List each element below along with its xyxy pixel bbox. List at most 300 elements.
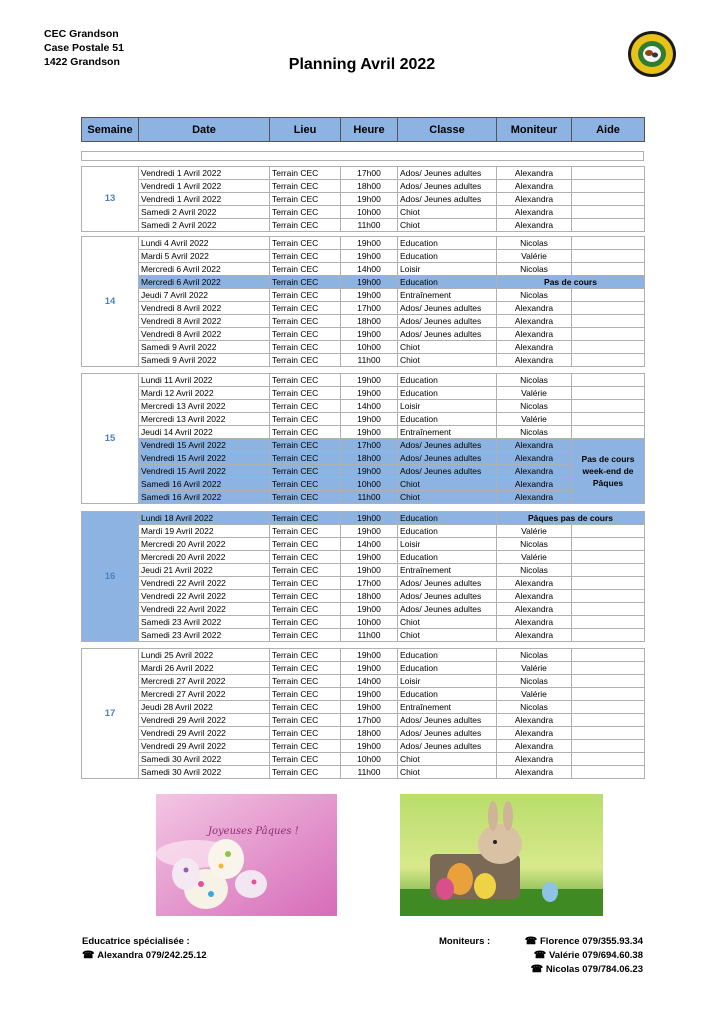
cell-date: Samedi 16 Avril 2022: [139, 478, 270, 491]
cell-classe: Loisir: [398, 538, 497, 551]
cell-lieu: Terrain CEC: [270, 193, 341, 206]
cell-lieu: Terrain CEC: [270, 400, 341, 413]
table-row: [82, 219, 645, 232]
cell-date: Vendredi 15 Avril 2022: [139, 439, 270, 452]
cell-date: Lundi 11 Avril 2022: [139, 374, 270, 387]
cell-aide: [572, 219, 645, 232]
cell-aide: [572, 341, 645, 354]
cell-date: Mardi 5 Avril 2022: [139, 250, 270, 263]
phone-icon: ☎: [533, 950, 549, 961]
cell-classe: Education: [398, 387, 497, 400]
cell-classe: Entraînement: [398, 564, 497, 577]
cell-heure: 19h00: [341, 688, 398, 701]
cell-date: Samedi 23 Avril 2022: [139, 629, 270, 642]
cell-heure: 18h00: [341, 727, 398, 740]
cell-heure: 19h00: [341, 525, 398, 538]
cell-moniteur: Alexandra: [497, 577, 572, 590]
cell-heure: 19h00: [341, 374, 398, 387]
cell-classe: Chiot: [398, 753, 497, 766]
cell-classe: Ados/ Jeunes adultes: [398, 302, 497, 315]
svg-text:Joyeuses Pâques !: Joyeuses Pâques !: [208, 826, 299, 837]
cell-moniteur: Alexandra: [497, 302, 572, 315]
cell-heure: 17h00: [341, 167, 398, 180]
cell-classe: Entraînement: [398, 289, 497, 302]
cell-lieu: Terrain CEC: [270, 219, 341, 232]
moniteur-contact: Valérie 079/694.60.38: [548, 950, 643, 961]
cell-lieu: Terrain CEC: [270, 564, 341, 577]
week-number: 16: [82, 512, 139, 642]
cell-heure: 19h00: [341, 564, 398, 577]
cell-classe: Education: [398, 662, 497, 675]
table-row: [82, 465, 645, 478]
cell-lieu: Terrain CEC: [270, 263, 341, 276]
table-row: [82, 400, 645, 413]
table-row: [82, 354, 645, 367]
cell-moniteur: Nicolas: [497, 400, 572, 413]
cell-moniteur: Nicolas: [497, 374, 572, 387]
cell-classe: Education: [398, 551, 497, 564]
cell-note: Pâques pas de cours: [497, 512, 645, 525]
cell-aide: [572, 328, 645, 341]
cell-classe: Ados/ Jeunes adultes: [398, 180, 497, 193]
cell-moniteur: Alexandra: [497, 452, 572, 465]
cell-date: Samedi 2 Avril 2022: [139, 219, 270, 232]
cell-heure: 14h00: [341, 263, 398, 276]
table-row: [82, 439, 645, 452]
cell-aide: [572, 538, 645, 551]
cell-lieu: Terrain CEC: [270, 688, 341, 701]
cell-aide: [572, 302, 645, 315]
cell-date: Mercredi 6 Avril 2022: [139, 276, 270, 289]
cell-lieu: Terrain CEC: [270, 551, 341, 564]
week-number: 15: [82, 374, 139, 504]
cell-heure: 19h00: [341, 465, 398, 478]
col-heure: Heure: [341, 118, 398, 142]
moniteur-contact: Nicolas 079/784.06.23: [545, 964, 643, 975]
phone-icon: ☎: [82, 950, 98, 961]
cell-classe: Ados/ Jeunes adultes: [398, 740, 497, 753]
cell-lieu: Terrain CEC: [270, 315, 341, 328]
cell-date: Vendredi 22 Avril 2022: [139, 603, 270, 616]
cell-moniteur: Valérie: [497, 387, 572, 400]
address-line-2: Case Postale 51: [44, 42, 124, 54]
cell-aide: [572, 629, 645, 642]
club-logo-icon: [627, 30, 677, 78]
cell-aide: [572, 688, 645, 701]
cell-moniteur: Alexandra: [497, 478, 572, 491]
moniteur-contact: Florence 079/355.93.34: [540, 936, 643, 947]
cell-heure: 10h00: [341, 478, 398, 491]
cell-heure: 19h00: [341, 740, 398, 753]
col-lieu: Lieu: [270, 118, 341, 142]
cell-heure: 19h00: [341, 289, 398, 302]
phone-icon: ☎: [530, 964, 546, 975]
cell-heure: 19h00: [341, 250, 398, 263]
cell-moniteur: Nicolas: [497, 237, 572, 250]
cell-moniteur: Alexandra: [497, 341, 572, 354]
cell-date: Lundi 4 Avril 2022: [139, 237, 270, 250]
cell-aide: [572, 250, 645, 263]
cell-moniteur: Valérie: [497, 688, 572, 701]
cell-aide: [572, 590, 645, 603]
cell-aide: [572, 551, 645, 564]
cell-classe: Entraînement: [398, 701, 497, 714]
table-row: [82, 538, 645, 551]
cell-moniteur: Nicolas: [497, 564, 572, 577]
cell-heure: 18h00: [341, 452, 398, 465]
col-classe: Classe: [398, 118, 497, 142]
cell-date: Vendredi 1 Avril 2022: [139, 180, 270, 193]
col-semaine: Semaine: [82, 118, 139, 142]
table-row: [82, 512, 645, 525]
table-row: [82, 727, 645, 740]
cell-date: Mercredi 20 Avril 2022: [139, 538, 270, 551]
cell-classe: Loisir: [398, 400, 497, 413]
week-group: [81, 236, 645, 367]
cell-classe: Ados/ Jeunes adultes: [398, 452, 497, 465]
cell-moniteur: Nicolas: [497, 426, 572, 439]
cell-aide-note: Pas de cours week-end de Pâques: [572, 439, 645, 504]
table-row: [82, 452, 645, 465]
cell-date: Mardi 19 Avril 2022: [139, 525, 270, 538]
cell-classe: Ados/ Jeunes adultes: [398, 439, 497, 452]
cell-moniteur: Alexandra: [497, 315, 572, 328]
cell-date: Lundi 18 Avril 2022: [139, 512, 270, 525]
week-number: 13: [82, 167, 139, 232]
cell-moniteur: Alexandra: [497, 740, 572, 753]
table-row: [82, 180, 645, 193]
cell-classe: Ados/ Jeunes adultes: [398, 577, 497, 590]
cell-moniteur: Valérie: [497, 525, 572, 538]
table-row: [82, 551, 645, 564]
cell-aide: [572, 603, 645, 616]
cell-moniteur: Alexandra: [497, 354, 572, 367]
cell-lieu: Terrain CEC: [270, 237, 341, 250]
col-moniteur: Moniteur: [497, 118, 572, 142]
cell-classe: Ados/ Jeunes adultes: [398, 315, 497, 328]
table-row: [82, 250, 645, 263]
cell-date: Jeudi 14 Avril 2022: [139, 426, 270, 439]
table-row: [82, 387, 645, 400]
cell-lieu: Terrain CEC: [270, 478, 341, 491]
easter-bunny-image: [400, 794, 603, 916]
cell-date: Vendredi 22 Avril 2022: [139, 590, 270, 603]
phone-icon: ☎: [524, 936, 540, 947]
educatrice-label: Educatrice spécialisée :: [82, 936, 190, 947]
cell-lieu: Terrain CEC: [270, 512, 341, 525]
cell-lieu: Terrain CEC: [270, 302, 341, 315]
cell-aide: [572, 263, 645, 276]
cell-date: Samedi 9 Avril 2022: [139, 341, 270, 354]
table-row: [82, 302, 645, 315]
table-row: [82, 206, 645, 219]
cell-classe: Loisir: [398, 675, 497, 688]
cell-heure: 10h00: [341, 341, 398, 354]
cell-note: Pas de cours: [497, 276, 645, 289]
address-line-1: CEC Grandson: [44, 28, 119, 40]
cell-date: Mercredi 13 Avril 2022: [139, 413, 270, 426]
cell-classe: Ados/ Jeunes adultes: [398, 328, 497, 341]
cell-lieu: Terrain CEC: [270, 289, 341, 302]
cell-moniteur: Alexandra: [497, 167, 572, 180]
table-row: [82, 491, 645, 504]
cell-heure: 19h00: [341, 426, 398, 439]
cell-aide: [572, 206, 645, 219]
cell-classe: Chiot: [398, 219, 497, 232]
col-date: Date: [139, 118, 270, 142]
cell-classe: Chiot: [398, 766, 497, 779]
table-row: [82, 328, 645, 341]
cell-lieu: Terrain CEC: [270, 538, 341, 551]
table-row: [82, 577, 645, 590]
cell-lieu: Terrain CEC: [270, 766, 341, 779]
cell-lieu: Terrain CEC: [270, 354, 341, 367]
cell-aide: [572, 289, 645, 302]
cell-aide: [572, 354, 645, 367]
cell-lieu: Terrain CEC: [270, 590, 341, 603]
cell-date: Mercredi 20 Avril 2022: [139, 551, 270, 564]
cell-moniteur: Alexandra: [497, 590, 572, 603]
cell-moniteur: Alexandra: [497, 766, 572, 779]
cell-aide: [572, 387, 645, 400]
cell-heure: 17h00: [341, 439, 398, 452]
cell-date: Samedi 30 Avril 2022: [139, 753, 270, 766]
table-row: [82, 167, 645, 180]
cell-date: Mercredi 27 Avril 2022: [139, 675, 270, 688]
cell-moniteur: Alexandra: [497, 206, 572, 219]
table-row: [82, 714, 645, 727]
cell-lieu: Terrain CEC: [270, 649, 341, 662]
cell-classe: Loisir: [398, 263, 497, 276]
cell-moniteur: Alexandra: [497, 603, 572, 616]
table-row: [82, 426, 645, 439]
cell-moniteur: Nicolas: [497, 263, 572, 276]
cell-date: Vendredi 22 Avril 2022: [139, 577, 270, 590]
cell-classe: Education: [398, 525, 497, 538]
cell-classe: Education: [398, 276, 497, 289]
cell-date: Jeudi 7 Avril 2022: [139, 289, 270, 302]
table-row: [82, 525, 645, 538]
cell-heure: 11h00: [341, 629, 398, 642]
cell-date: Vendredi 29 Avril 2022: [139, 714, 270, 727]
cell-lieu: Terrain CEC: [270, 328, 341, 341]
cell-moniteur: Alexandra: [497, 219, 572, 232]
cell-heure: 19h00: [341, 662, 398, 675]
cell-aide: [572, 374, 645, 387]
week-number: 17: [82, 649, 139, 779]
cell-date: Samedi 23 Avril 2022: [139, 616, 270, 629]
cell-classe: Chiot: [398, 354, 497, 367]
moniteurs-label: Moniteurs :: [439, 936, 491, 947]
cell-date: Vendredi 8 Avril 2022: [139, 315, 270, 328]
cell-heure: 18h00: [341, 590, 398, 603]
cell-date: Lundi 25 Avril 2022: [139, 649, 270, 662]
cell-classe: Chiot: [398, 616, 497, 629]
cell-classe: Chiot: [398, 478, 497, 491]
cell-lieu: Terrain CEC: [270, 439, 341, 452]
table-row: [82, 753, 645, 766]
cell-lieu: Terrain CEC: [270, 603, 341, 616]
cell-aide: [572, 740, 645, 753]
cell-aide: [572, 167, 645, 180]
cell-heure: 19h00: [341, 413, 398, 426]
cell-aide: [572, 714, 645, 727]
cell-classe: Chiot: [398, 491, 497, 504]
cell-date: Samedi 9 Avril 2022: [139, 354, 270, 367]
week-number: 14: [82, 237, 139, 367]
cell-heure: 11h00: [341, 766, 398, 779]
cell-date: Mercredi 6 Avril 2022: [139, 263, 270, 276]
cell-lieu: Terrain CEC: [270, 250, 341, 263]
cell-lieu: Terrain CEC: [270, 206, 341, 219]
cell-aide: [572, 193, 645, 206]
cell-aide: [572, 180, 645, 193]
cell-aide: [572, 753, 645, 766]
cell-heure: 19h00: [341, 603, 398, 616]
cell-moniteur: Nicolas: [497, 289, 572, 302]
cell-lieu: Terrain CEC: [270, 387, 341, 400]
cell-moniteur: Valérie: [497, 250, 572, 263]
cell-date: Vendredi 15 Avril 2022: [139, 452, 270, 465]
week-group: [81, 373, 645, 504]
cell-date: Mardi 12 Avril 2022: [139, 387, 270, 400]
cell-date: Vendredi 29 Avril 2022: [139, 740, 270, 753]
cell-aide: [572, 413, 645, 426]
cell-classe: Ados/ Jeunes adultes: [398, 590, 497, 603]
cell-moniteur: Nicolas: [497, 538, 572, 551]
table-row: [82, 701, 645, 714]
cell-heure: 19h00: [341, 649, 398, 662]
cell-heure: 19h00: [341, 387, 398, 400]
cell-heure: 14h00: [341, 400, 398, 413]
cell-classe: Chiot: [398, 206, 497, 219]
table-row: [82, 237, 645, 250]
table-spacer-row: [81, 151, 644, 161]
cell-lieu: Terrain CEC: [270, 491, 341, 504]
cell-moniteur: Alexandra: [497, 629, 572, 642]
educatrice-contact: Alexandra 079/242.25.12: [97, 950, 207, 961]
cell-aide: [572, 649, 645, 662]
cell-lieu: Terrain CEC: [270, 714, 341, 727]
cell-heure: 19h00: [341, 328, 398, 341]
cell-moniteur: Alexandra: [497, 180, 572, 193]
cell-lieu: Terrain CEC: [270, 616, 341, 629]
table-row: [82, 675, 645, 688]
cell-classe: Ados/ Jeunes adultes: [398, 727, 497, 740]
cell-date: Jeudi 28 Avril 2022: [139, 701, 270, 714]
table-row: [82, 766, 645, 779]
cell-heure: 11h00: [341, 354, 398, 367]
cell-heure: 19h00: [341, 512, 398, 525]
cell-moniteur: Alexandra: [497, 753, 572, 766]
table-row: [82, 740, 645, 753]
cell-heure: 18h00: [341, 180, 398, 193]
cell-aide: [572, 426, 645, 439]
cell-aide: [572, 701, 645, 714]
cell-date: Samedi 16 Avril 2022: [139, 491, 270, 504]
cell-moniteur: Nicolas: [497, 675, 572, 688]
cell-aide: [572, 766, 645, 779]
table-row: [82, 289, 645, 302]
table-row: [82, 276, 645, 289]
cell-heure: 19h00: [341, 193, 398, 206]
cell-heure: 10h00: [341, 753, 398, 766]
cell-heure: 14h00: [341, 538, 398, 551]
cell-heure: 10h00: [341, 206, 398, 219]
cell-heure: 19h00: [341, 237, 398, 250]
cell-heure: 18h00: [341, 315, 398, 328]
table-row: [82, 315, 645, 328]
cell-date: Vendredi 1 Avril 2022: [139, 167, 270, 180]
table-row: [82, 374, 645, 387]
cell-classe: Education: [398, 374, 497, 387]
cell-heure: 19h00: [341, 276, 398, 289]
cell-moniteur: Alexandra: [497, 439, 572, 452]
cell-date: Vendredi 8 Avril 2022: [139, 302, 270, 315]
cell-aide: [572, 564, 645, 577]
cell-classe: Education: [398, 237, 497, 250]
cell-classe: Education: [398, 250, 497, 263]
cell-heure: 11h00: [341, 219, 398, 232]
cell-lieu: Terrain CEC: [270, 701, 341, 714]
cell-aide: [572, 237, 645, 250]
cell-moniteur: Valérie: [497, 413, 572, 426]
table-row: [82, 193, 645, 206]
cell-classe: Education: [398, 512, 497, 525]
cell-aide: [572, 577, 645, 590]
cell-lieu: Terrain CEC: [270, 167, 341, 180]
table-header: [81, 117, 645, 142]
cell-heure: 19h00: [341, 701, 398, 714]
cell-heure: 14h00: [341, 675, 398, 688]
cell-date: Vendredi 15 Avril 2022: [139, 465, 270, 478]
cell-classe: Education: [398, 649, 497, 662]
table-row: [82, 603, 645, 616]
cell-moniteur: Alexandra: [497, 491, 572, 504]
week-group: [81, 648, 645, 779]
table-row: [82, 616, 645, 629]
cell-aide: [572, 727, 645, 740]
cell-aide: [572, 315, 645, 328]
week-group: [81, 166, 645, 232]
table-row: [82, 413, 645, 426]
cell-classe: Chiot: [398, 341, 497, 354]
cell-date: Mercredi 27 Avril 2022: [139, 688, 270, 701]
cell-heure: 11h00: [341, 491, 398, 504]
cell-aide: [572, 662, 645, 675]
table-row: [82, 478, 645, 491]
cell-aide: [572, 525, 645, 538]
cell-lieu: Terrain CEC: [270, 753, 341, 766]
cell-moniteur: Nicolas: [497, 701, 572, 714]
cell-date: Mardi 26 Avril 2022: [139, 662, 270, 675]
cell-heure: 17h00: [341, 714, 398, 727]
cell-classe: Ados/ Jeunes adultes: [398, 465, 497, 478]
cell-moniteur: Alexandra: [497, 616, 572, 629]
cell-lieu: Terrain CEC: [270, 727, 341, 740]
cell-classe: Ados/ Jeunes adultes: [398, 193, 497, 206]
cell-moniteur: Alexandra: [497, 727, 572, 740]
cell-moniteur: Alexandra: [497, 465, 572, 478]
table-row: [82, 649, 645, 662]
cell-aide: [572, 400, 645, 413]
cell-lieu: Terrain CEC: [270, 276, 341, 289]
cell-moniteur: Alexandra: [497, 193, 572, 206]
cell-lieu: Terrain CEC: [270, 577, 341, 590]
cell-lieu: Terrain CEC: [270, 413, 341, 426]
cell-date: Vendredi 1 Avril 2022: [139, 193, 270, 206]
cell-classe: Ados/ Jeunes adultes: [398, 603, 497, 616]
